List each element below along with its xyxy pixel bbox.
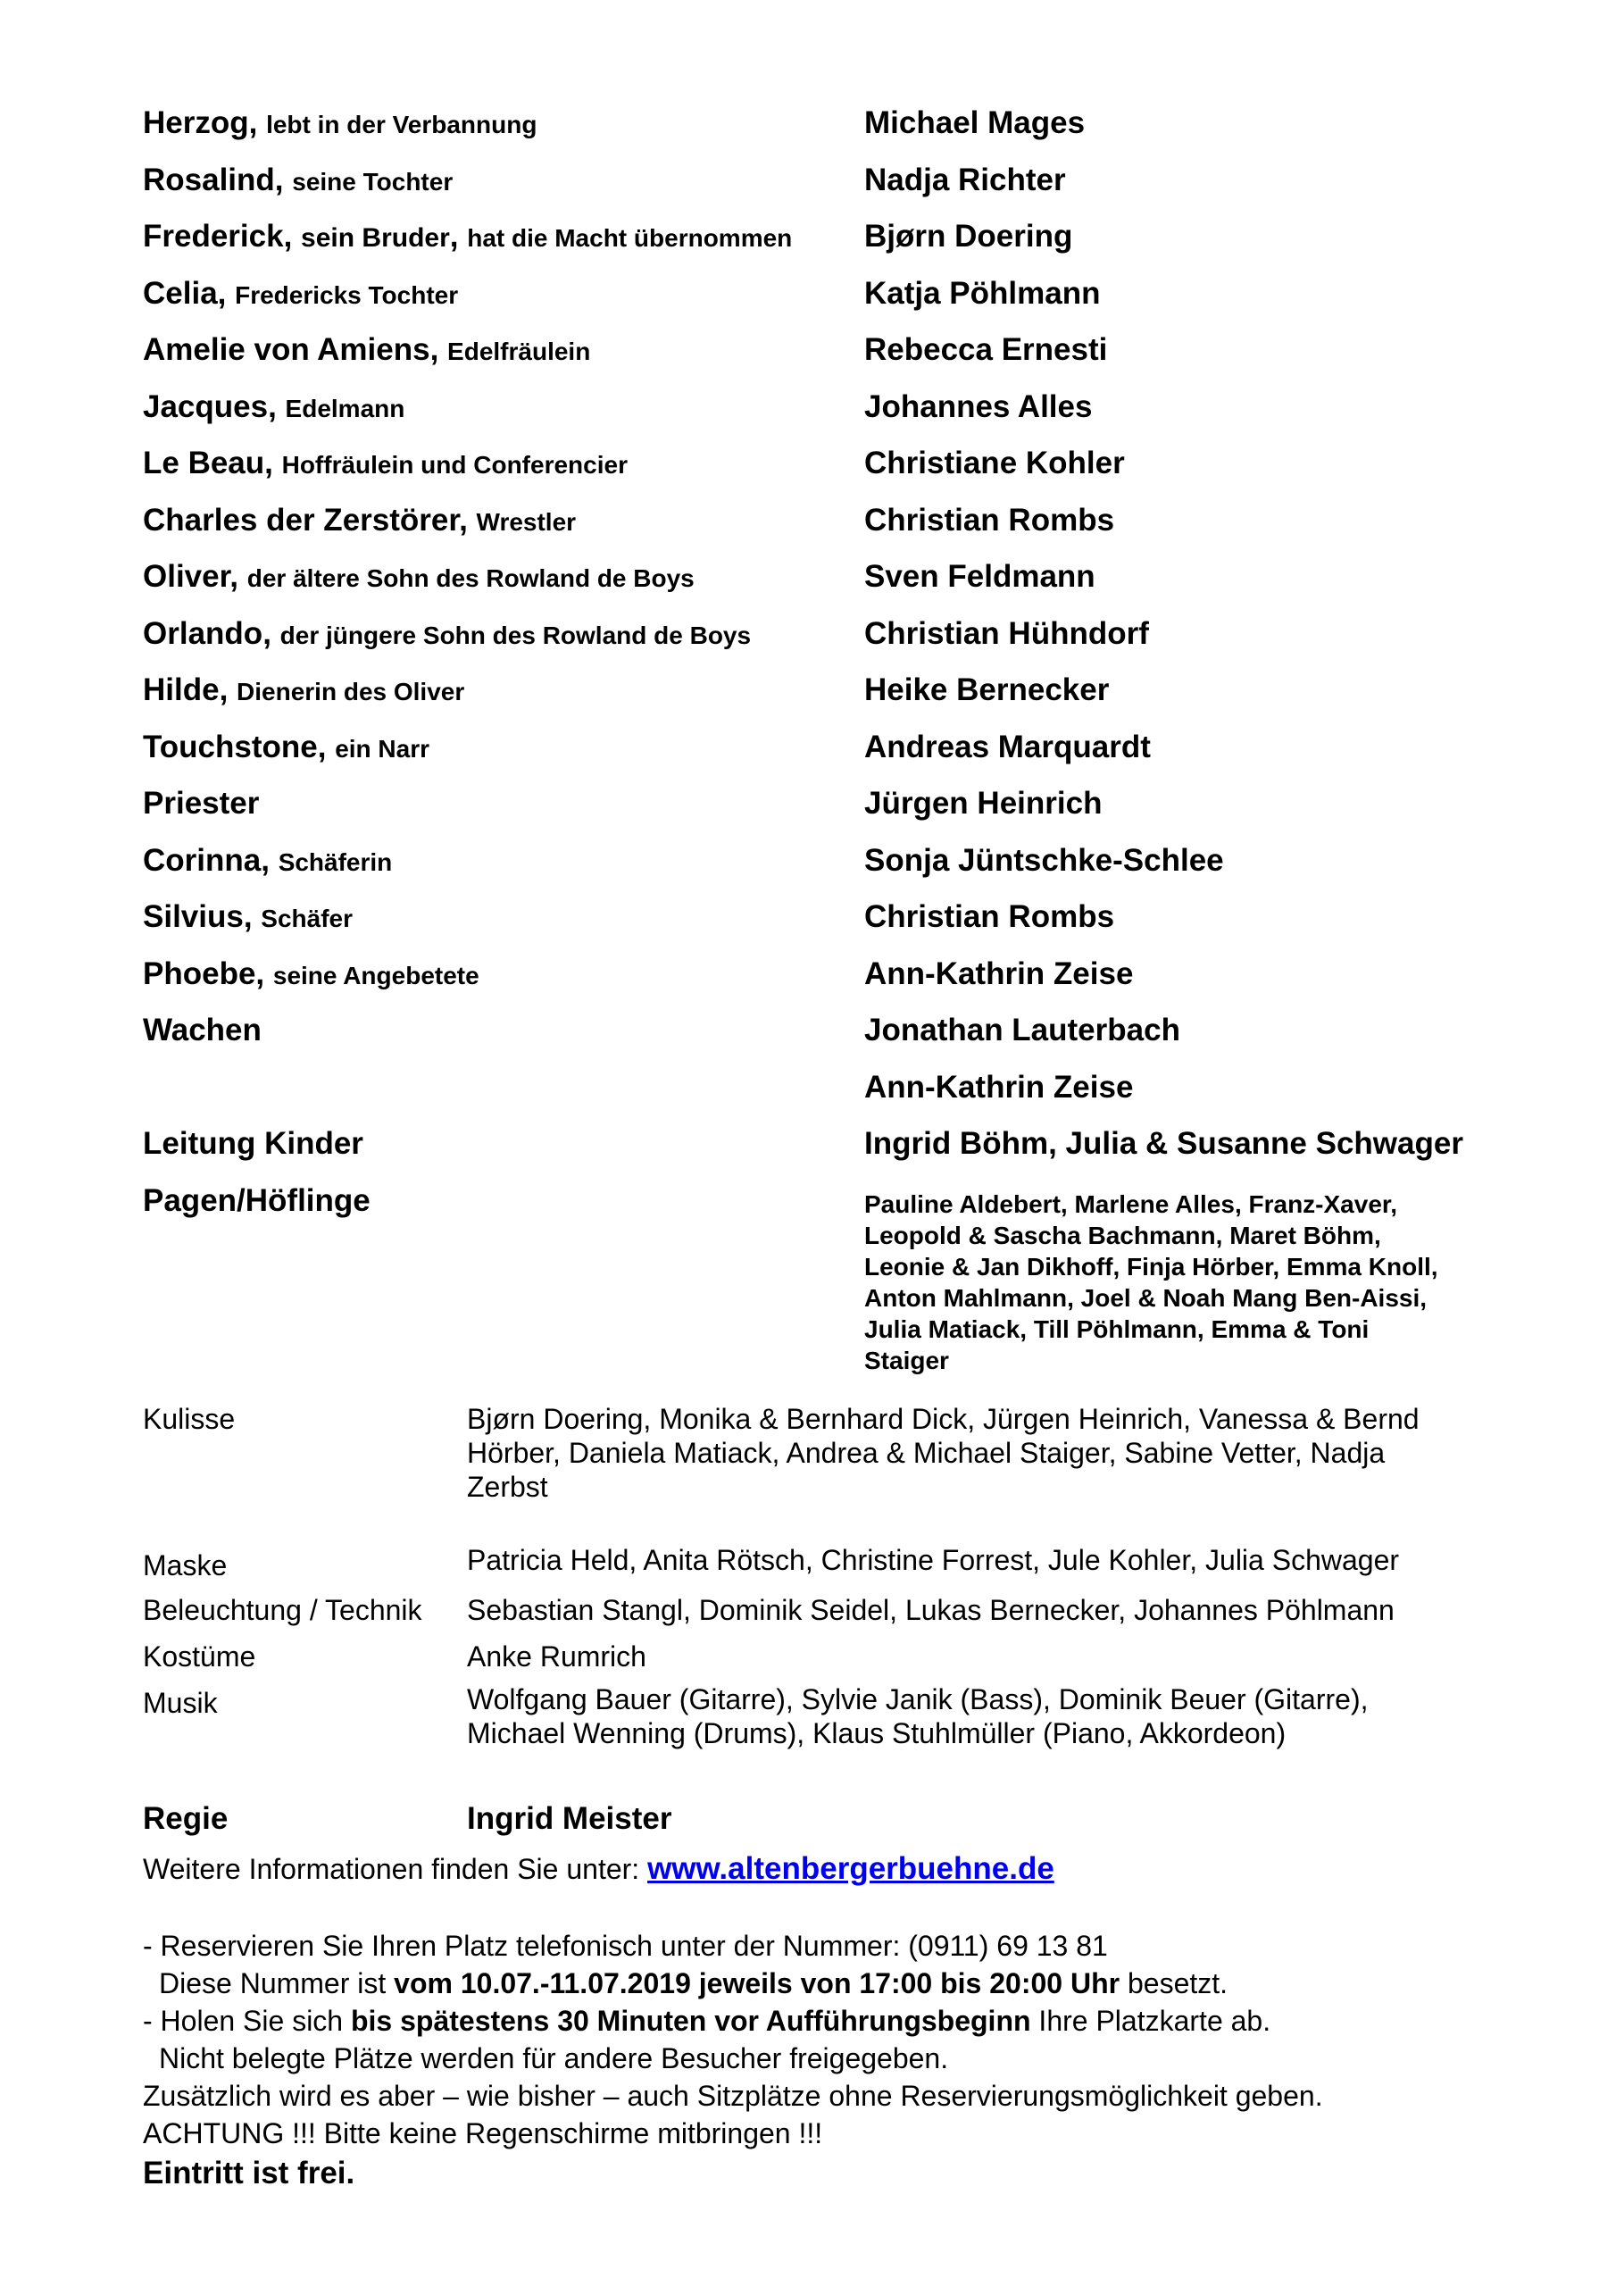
actor-name: Michael Mages [864, 105, 1086, 140]
role-name: Oliver [143, 559, 230, 594]
crew-line: Michael Wenning (Drums), Klaus Stuhlmüller (Piano, Akkordeon) [467, 1717, 1287, 1749]
pagen-line: Staiger [864, 1346, 949, 1374]
role: Jacques, Edelmann [143, 388, 405, 424]
note-text: besetzt. [1120, 1967, 1228, 1999]
actor-name: Rebecca Ernesti [864, 332, 1108, 367]
note-bold: bis spätestens 30 Minuten vor Aufführungsbeginn [350, 2005, 1031, 2037]
note-umbrella: ACHTUNG !!! Bitte keine Regenschirme mitbringen !!! [143, 2117, 823, 2149]
role-name: Frederick [143, 219, 284, 254]
role: Amelie von Amiens, Edelfräulein [143, 332, 591, 367]
role-description: Hoffräulein und Conferencier [281, 451, 628, 479]
cast-list [143, 98, 1536, 1381]
cast-row [143, 836, 1536, 893]
actor-name: Ann-Kathrin Zeise [864, 955, 1134, 991]
crew-label: Kulisse [143, 1403, 236, 1435]
crew-label: Musik [143, 1687, 218, 1719]
crew-value [467, 1402, 1467, 1504]
role-description: ein Narr [335, 734, 430, 763]
cast-row [143, 665, 1536, 722]
role: Hilde, Dienerin des Oliver [143, 672, 465, 707]
crew-value [467, 1682, 1467, 1750]
cast-row [143, 609, 1536, 666]
role: Charles der Zerstörer, Wrestler [143, 502, 577, 538]
note-free-entry: Eintritt ist frei. [143, 2156, 355, 2190]
role: Orlando, der jüngere Sohn des Rowland de Boys [143, 615, 752, 651]
regie-row [143, 1797, 1536, 1841]
info-text: Weitere Informationen finden Sie unter: [143, 1853, 648, 1885]
role-description: Dienerin des Oliver [237, 678, 465, 705]
role-description: Schäferin [278, 847, 393, 876]
role-relation: sein Bruder [301, 223, 450, 253]
actor-name: Nadja Richter [864, 162, 1066, 197]
cast-row [143, 892, 1536, 949]
crew-row-kostueme [143, 1640, 1536, 1682]
note-text: Diese Nummer ist [159, 1967, 395, 1999]
role-name: Amelie von Amiens [143, 332, 430, 367]
actor-name: Ingrid Böhm, Julia & Susanne Schwager [864, 1126, 1463, 1161]
actor-name: Jürgen Heinrich [864, 786, 1103, 821]
pagen-line: Anton Mahlmann, Joel & Noah Mang Ben-Aissi, [864, 1283, 1428, 1312]
cast-row [143, 155, 1536, 213]
role-name: Priester [143, 786, 260, 821]
cast-row [143, 722, 1536, 780]
note-ticket [143, 2002, 1536, 2040]
role: Corinna, Schäferin [143, 842, 393, 878]
cast-row [143, 1063, 1536, 1120]
actor-name: Johannes Alles [864, 388, 1093, 424]
role-description: Wrestler [476, 507, 577, 536]
cast-row [143, 382, 1536, 439]
note-text: Ihre Platzkarte ab. [1030, 2005, 1271, 2037]
cast-row [143, 949, 1536, 1006]
role-name: Pagen/Höflinge [143, 1182, 371, 1218]
role-description: der jüngere Sohn des Rowland de Boys [279, 621, 752, 649]
crew-row-kulisse [143, 1402, 1536, 1518]
actor-name: Katja Pöhlmann [864, 275, 1101, 311]
role-name: Hilde [143, 672, 220, 707]
crew-label: Maske [143, 1549, 228, 1581]
crew-row-maske [143, 1543, 1536, 1593]
crew-label: Kostüme [143, 1640, 256, 1673]
crew-value: Patricia Held, Anita Rötsch, Christine Forrest, Jule Kohler, Julia Schwager [467, 1544, 1400, 1576]
role-name: Corinna [143, 842, 262, 878]
crew-list [143, 1402, 1536, 1754]
role: Rosalind, seine Tochter [143, 162, 454, 197]
actor-name: Christiane Kohler [864, 446, 1125, 480]
role-description: der ältere Sohn des Rowland de Boys [246, 564, 695, 592]
cast-row [143, 325, 1536, 382]
note-release: Nicht belegte Plätze werden für andere Besucher freigegeben. [159, 2042, 949, 2074]
crew-row-musik [143, 1682, 1536, 1754]
crew-value: Sebastian Stangl, Dominik Seidel, Lukas Bernecker, Johannes Pöhlmann [467, 1594, 1395, 1626]
website-link[interactable]: www.altenbergerbuehne.de [647, 1851, 1054, 1886]
role-name: Herzog [143, 105, 249, 140]
pagen-line: Leopold & Sascha Bachmann, Maret Böhm, [864, 1221, 1381, 1249]
role: Celia, Fredericks Tochter [143, 275, 459, 311]
role-description: lebt in der Verbannung [266, 111, 537, 138]
crew-line: Wolfgang Bauer (Gitarre), Sylvie Janik (Bass), Dominik Beuer (Gitarre), [467, 1683, 1369, 1715]
pagen-line: Julia Matiack, Till Pöhlmann, Emma & Toni [864, 1314, 1370, 1343]
role [143, 1119, 363, 1169]
role-description: seine Tochter [292, 167, 454, 196]
note-phone-hours [143, 1965, 1536, 2002]
notes [143, 1927, 1536, 2195]
crew-row-technik [143, 1593, 1536, 1640]
pagen-line: Pauline Aldebert, Marlene Alles, Franz-Xaver, [864, 1189, 1398, 1218]
cast-row [143, 496, 1536, 553]
role: Frederick, sein Bruder, hat die Macht übernommen [143, 219, 793, 254]
crew-line: Bjørn Doering, Monika & Bernhard Dick, Jürgen Heinrich, Vanessa & Bernd [467, 1403, 1420, 1435]
role: Silvius, Schäfer [143, 899, 353, 934]
role-name: Orlando [143, 615, 263, 651]
info-line [143, 1850, 1054, 1888]
cast-row [143, 779, 1536, 836]
actor-name: Christian Hühndorf [864, 615, 1149, 651]
role-description: seine Angebetete [272, 961, 479, 989]
crew-label: Beleuchtung / Technik [143, 1594, 422, 1626]
actor-name: Andreas Marquardt [864, 729, 1151, 764]
actor-name: Sven Feldmann [864, 559, 1095, 594]
role-name: Jacques [143, 388, 269, 424]
role: Phoebe, seine Angebetete [143, 955, 479, 991]
role-name: Celia [143, 275, 218, 311]
pagen-line: Leonie & Jan Dikhoff, Finja Hörber, Emma Knoll, [864, 1252, 1438, 1281]
role-description: Fredericks Tochter [235, 280, 459, 309]
regie-name: Ingrid Meister [467, 1801, 672, 1836]
actor-name: Heike Bernecker [864, 672, 1110, 707]
actor-name: Christian Rombs [864, 899, 1115, 934]
role-name: Wachen [143, 1013, 262, 1047]
note-extra-seats: Zusätzlich wird es aber – wie bisher – auch Sitzplätze ohne Reservierungsmöglichkeit geben. [143, 2080, 1323, 2112]
cast-row-pagen [143, 1176, 1536, 1381]
cast-row [143, 269, 1536, 326]
role [143, 1005, 262, 1056]
crew-line: Hörber, Daniela Matiack, Andrea & Michael Staiger, Sabine Vetter, Nadja [467, 1437, 1386, 1469]
cast-row [143, 1119, 1536, 1176]
cast-row [143, 212, 1536, 269]
role: Herzog, lebt in der Verbannung [143, 105, 537, 140]
role-name: Le Beau [143, 446, 265, 480]
cast-row [143, 438, 1536, 496]
cast-row [143, 1005, 1536, 1063]
role-name: Leitung Kinder [143, 1126, 363, 1161]
role-description: hat die Macht übernommen [467, 224, 793, 252]
pagen-names [864, 1189, 1525, 1376]
role-name: Rosalind [143, 162, 275, 197]
role-description: Edelfräulein [447, 338, 591, 365]
role-name: Charles der Zerstörer [143, 502, 460, 538]
actor-name: Jonathan Lauterbach [864, 1013, 1180, 1047]
role: Oliver, der ältere Sohn des Rowland de Boys [143, 559, 695, 594]
note-text: - Holen Sie sich [143, 2005, 351, 2037]
role: Le Beau, Hoffräulein und Conferencier [143, 446, 628, 480]
cast-row [143, 98, 1536, 155]
role-name: Silvius [143, 899, 244, 934]
actor-name: Sonja Jüntschke-Schlee [864, 842, 1224, 878]
crew-line: Zerbst [467, 1471, 548, 1503]
role-description: Edelmann [285, 394, 405, 422]
role-name: Phoebe [143, 955, 256, 991]
actor-name: Bjørn Doering [864, 219, 1073, 254]
crew-value: Anke Rumrich [467, 1640, 646, 1673]
regie-label: Regie [143, 1801, 229, 1836]
role-name: Touchstone [143, 729, 318, 764]
note-reservation: - Reservieren Sie Ihren Platz telefonisch unter der Nummer: (0911) 69 13 81 [143, 1930, 1108, 1962]
note-bold: vom 10.07.-11.07.2019 jeweils von 17:00 bis 20:00 Uhr [394, 1967, 1120, 1999]
cast-row [143, 552, 1536, 609]
role: Touchstone, ein Narr [143, 729, 430, 764]
actor-name: Christian Rombs [864, 502, 1115, 538]
role [143, 779, 259, 829]
role-description: Schäfer [261, 905, 353, 932]
actor-name: Ann-Kathrin Zeise [864, 1069, 1134, 1105]
